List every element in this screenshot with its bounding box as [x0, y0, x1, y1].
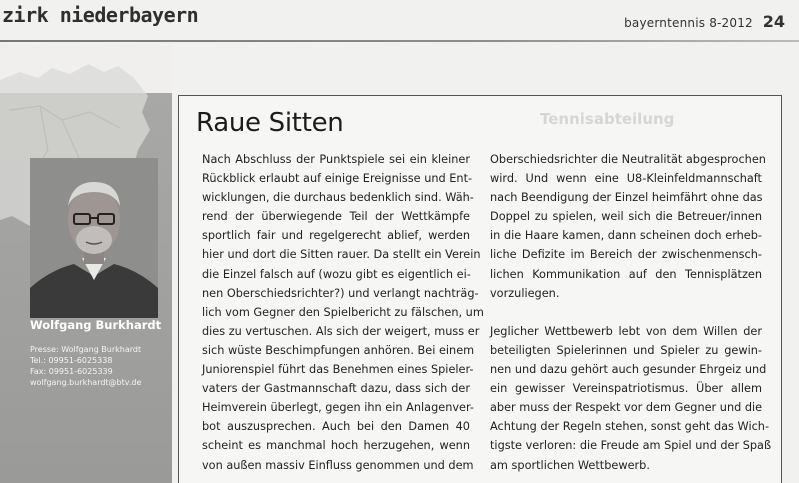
text-line: beteiligten Spielerinnen und Spieler zu gewin-: [490, 343, 762, 357]
text-line: wicklungen, die durchaus bedenklich sind. Wäh-: [202, 191, 474, 205]
section-header-title: zirk niederbayern: [2, 3, 199, 27]
ghost-heading: Tennisabteilung: [540, 110, 675, 128]
text-line: nen und dazu gehört auch gesunder Ehrgeiz und: [490, 363, 767, 377]
text-line: scheint es manchmal hoch herzugehen, wenn: [202, 439, 470, 453]
issue-label: bayerntennis 8-2012: [624, 16, 753, 30]
text-line: Oberschiedsrichter die Neutralität abgesprochen: [490, 153, 766, 166]
text-line: sich wüste Beschimpfungen anhören. Bei einem: [202, 343, 475, 357]
text-line: die Einzel falsch auf (wozu gibt es eigentlich ei-: [202, 267, 471, 281]
text-line: rend der überwiegende Teil der Wettkämpfe: [202, 210, 470, 224]
text-line: liche Defizite im Bereich der zwischenmensch-: [490, 248, 762, 262]
text-line: vaters der Gastmannschaft dazu, dass sich der: [202, 382, 470, 396]
issue-info: [624, 12, 785, 31]
text-line: in die Haare kamen, dann scheinen doch erheb-: [490, 229, 762, 243]
text-line: sportlich fair und regelgerecht ablief, werden: [202, 229, 470, 243]
article-column-right: [490, 150, 772, 475]
contact-email: wolfgang.burkhardt@btv.de: [30, 378, 142, 387]
header-divider: [0, 40, 799, 42]
contact-phone: Tel.: 09951-6025338: [30, 356, 113, 365]
text-line: wird. Und wenn eine U8-Kleinfeldmannschaft: [490, 172, 762, 186]
text-line: hier und dort die Sitten rauer. Da stellt ein Verein: [202, 248, 481, 262]
text-line: am sportlichen Wettbewerb.: [490, 458, 650, 472]
text-line: bot auszusprechen. Auch bei den Damen 40: [202, 420, 470, 434]
text-line: lich vom Gegner den Spielbericht zu fälschen, um: [202, 305, 484, 319]
text-line: nen Oberschiedsrichter?) und verlangt nachträg-: [202, 286, 479, 300]
paragraph-gap: [490, 303, 762, 322]
text-line: tigste verloren: die Freude am Spiel und der Spaß: [490, 439, 772, 453]
text-line: dies zu vertuschen. Als sich der weigert, muss er: [202, 324, 480, 338]
article-column-left: [202, 150, 484, 475]
text-line: Jeglicher Wettbewerb lebt von dem Willen der: [490, 324, 762, 338]
author-photo: [30, 158, 158, 318]
text-line: Rückblick erlaubt auf einige Ereignisse und Ent-: [202, 172, 473, 186]
contact-fax: Fax: 09951-6025339: [30, 367, 113, 376]
text-line: Doppel zu spielen, weil sich die Betreuer/innen: [490, 210, 762, 224]
author-contacts: [30, 344, 141, 388]
text-line: von außen massiv Einfluss genommen und dem: [202, 458, 474, 472]
contact-press: Presse: Wolfgang Burkhardt: [30, 345, 142, 354]
text-line: ein gewisser Vereinspatriotismus. Über allem: [490, 382, 762, 396]
text-line: Achtung der Regeln stehen, sonst geht das Wich-: [490, 420, 770, 434]
author-name: Wolfgang Burkhardt: [30, 318, 162, 332]
text-line: nach Beendigung der Einzel heimfährt ohne das: [490, 191, 763, 205]
page-number: 24: [762, 12, 785, 31]
text-line: Heimverein überlegt, gegen ihn ein Anlagenver-: [202, 401, 475, 415]
article-title: Raue Sitten: [196, 108, 344, 138]
text-line: Nach Abschluss der Punktspiele sei ein kleiner: [202, 153, 470, 166]
text-line: aber muss der Respekt vor dem Gegner und die: [490, 401, 763, 415]
text-line: vorzuliegen.: [490, 286, 560, 300]
text-line: lichen Kommunikation auf den Tennisplätzen: [490, 267, 762, 281]
text-line: Juniorenspiel führt das Benehmen eines Spieler-: [202, 363, 474, 377]
